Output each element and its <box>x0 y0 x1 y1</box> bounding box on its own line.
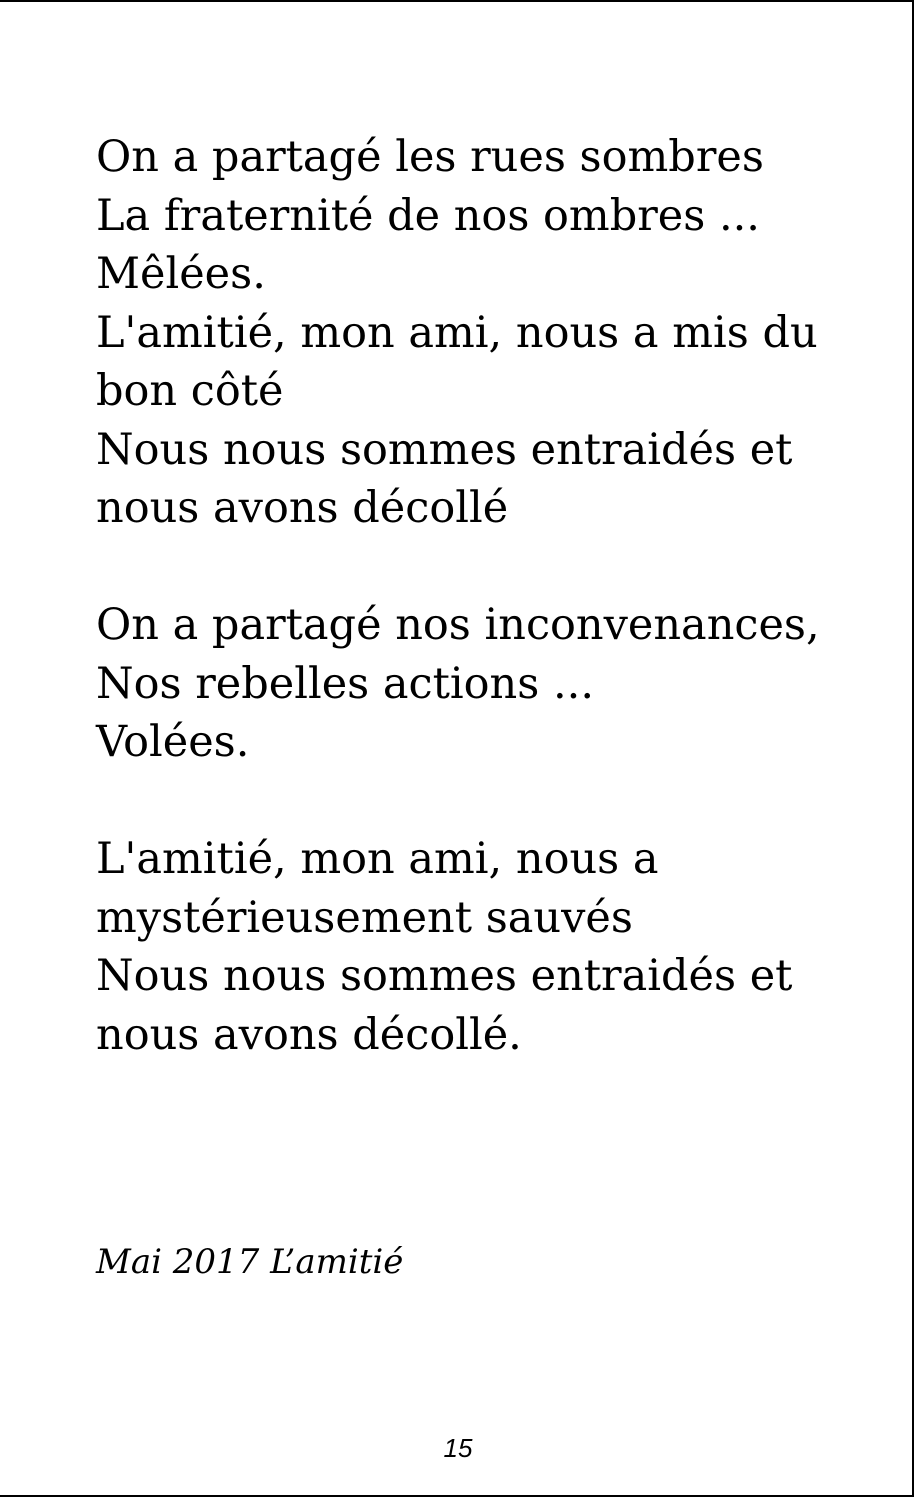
poem-line: On a partagé nos inconvenances, <box>96 600 820 650</box>
poem-line: Nous nous sommes entraidés et <box>96 424 793 475</box>
poem-body <box>96 128 836 1064</box>
stanza-2 <box>96 596 836 772</box>
poem-line: L'amitié, mon ami, nous a mis du <box>96 307 818 358</box>
poem-line: nous avons décollé <box>96 483 509 533</box>
stanza-1 <box>96 128 836 538</box>
poem-line: L'amitié, mon ami, nous a <box>96 834 659 884</box>
poem-signature: Mai 2017 L’amitié <box>96 1242 404 1282</box>
page-number: 15 <box>443 1433 473 1463</box>
poem-line: Nos rebelles actions ... <box>96 658 594 709</box>
poem-line: Mêlées. <box>96 249 266 299</box>
poem-line: Nous nous sommes entraidés et <box>96 951 793 1001</box>
poem-line: La fraternité de nos ombres ... <box>96 190 760 241</box>
poem-line: Volées. <box>96 717 250 767</box>
poem-line: nous avons décollé. <box>96 1009 522 1060</box>
poem-line: On a partagé les rues sombres <box>96 132 764 182</box>
poem-line: bon côté <box>96 366 284 416</box>
poem-line: mystérieusement sauvés <box>96 892 633 943</box>
stanza-3 <box>96 830 836 1064</box>
